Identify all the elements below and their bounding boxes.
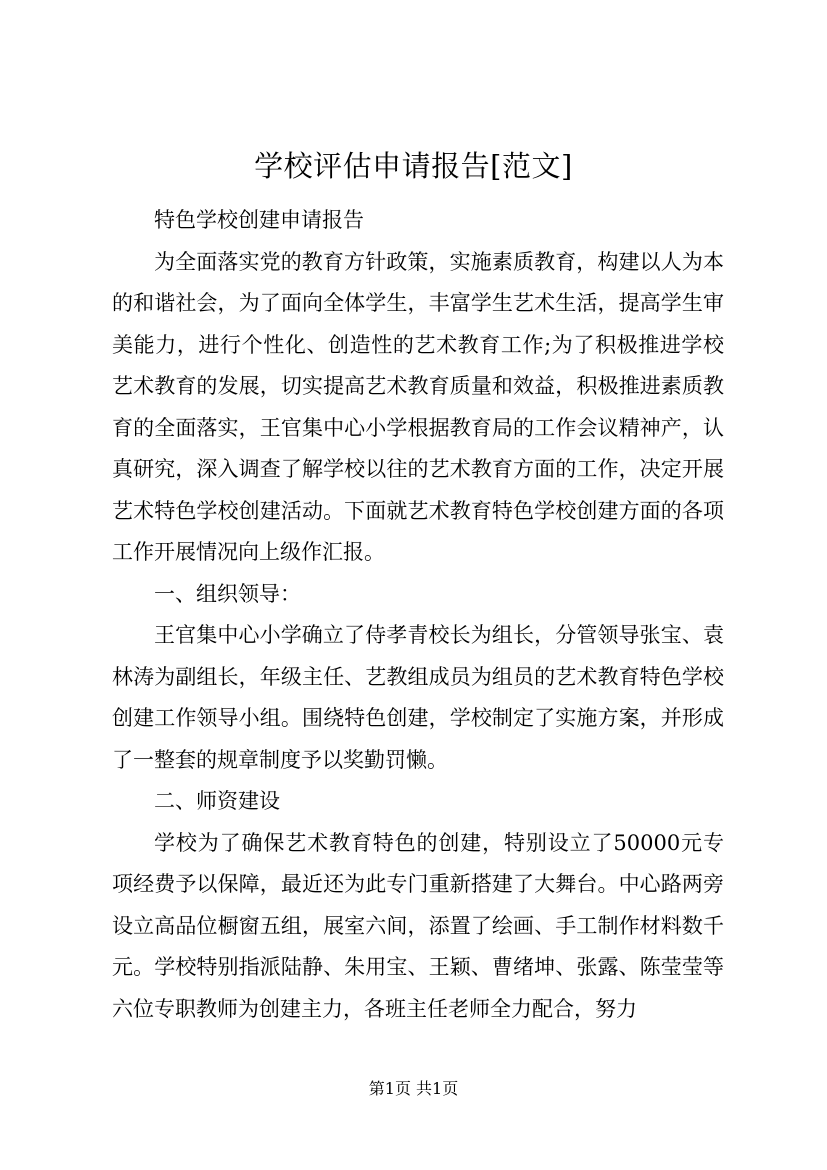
subtitle-paragraph: 特色学校创建申请报告 [154,208,364,232]
teachers-paragraph: 学校为了确保艺术教育特色的创建，特别设立了50000元专项经费予以保障，最近还为此专门重新搭建了大舞台。中心路两旁设立高品位橱窗五组，展室六间，添置了绘画、手工制作材料数千元。学校特别指派陆静、朱用宝、王颖、曹绪坤、张露、陈莹莹等六位专职教师为创建主力，各班主任老师全力配合，努力 [112,830,724,1021]
intro-paragraph: 为全面落实党的教育方针政策，实施素质教育，构建以人为本的和谐社会，为了面向全体学生，丰富学生艺术生活，提高学生审美能力，进行个性化、创造性的艺术教育工作;为了积极推进学校艺术教育的发展，切实提高艺术教育质量和效益，积极推进素质教育的全面落实，王官集中心小学根据教育局的工作会议精神产，认真研究，深入调查了解学校以往的艺术教育方面的工作，决定开展艺术特色学校创建活动。下面就艺术教育特色学校创建方面的各项工作开展情况向上级作汇报。 [112,249,724,564]
section-heading-teachers: 二、师资建设 [154,789,280,813]
organization-paragraph: 王官集中心小学确立了侍孝青校长为组长，分管领导张宝、袁林涛为副组长，年级主任、艺教组成员为组员的艺术教育特色学校创建工作领导小组。围绕特色创建，学校制定了实施方案，并形成了一整套的规章制度予以奖勤罚懒。 [112,623,724,772]
page-footer: 第1页 共1页 [368,1079,459,1098]
document-body [112,200,724,1030]
section-heading-organization: 一、组织领导： [154,581,301,606]
document-title: 学校评估申请报告[范文] [254,149,573,183]
